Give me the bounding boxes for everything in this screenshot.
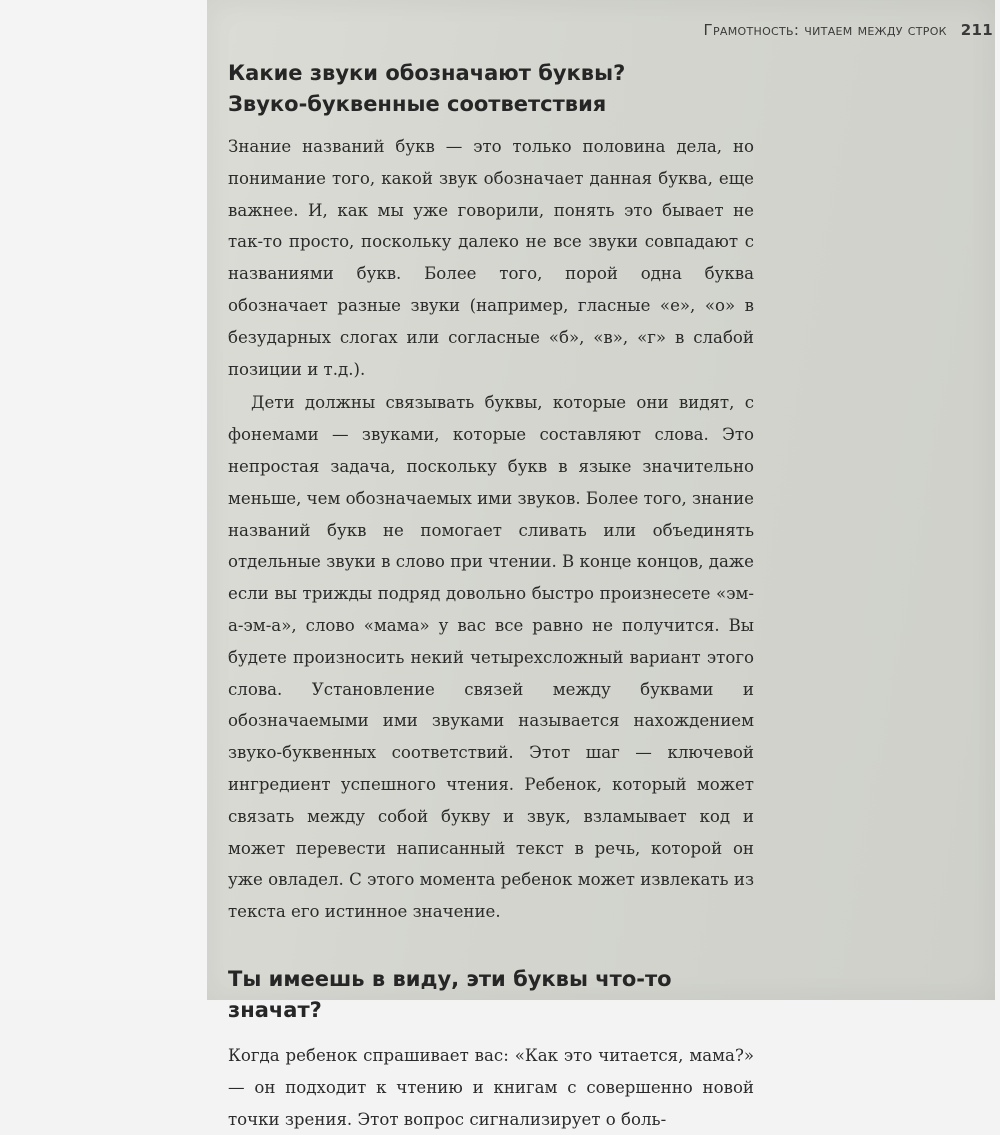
paragraph-letter-names: Знание названий букв — это только половина дела, но понимание того, какой звук обозначает данная буква, еще важнее. И, как мы уже говорили, понять это бывает не так-то просто, поскольку далеко не все звуки совпадают с названиями букв. Более того, порой одна буква обозначает разные звуки (например, гласные «е», «о» в безударных слогах или согласные «б», «в», «г» в слабой позиции и т.д.). <box>228 137 754 379</box>
heading-line-2: Звуко-буквенные соответствия <box>228 92 607 116</box>
book-page <box>207 0 995 1129</box>
paragraph-phonemes: Дети должны связывать буквы, которые они видят, с фонемами — звуками, которые составляют слова. Это непростая задача, поскольку букв в языке значительно меньше, чем обозначаемых ими звуков. Более того, знание названий букв не помогает сливать или объединять отдельные звуки в слово при чтении. В конце концов, даже если вы трижды подряд довольно быстро произнесете «эм-а-эм-а», слово «мама» у вас все равно не получится. Вы будете произносить некий четырехсложный вариант этого слова. Установление связей между буквами и обозначаемыми ими звуками называется нахождением звуко-буквенных соответствий. Этот шаг — ключевой ингредиент успешного чтения. Ребенок, который может связать между собой букву и звук, взламывает код и может перевести написанный текст в речь, которой он уже овладел. С этого момента ребенок может извлекать из текста его истинное значение. <box>228 393 754 922</box>
section-heading-sound-letter <box>228 58 754 120</box>
section-heading-letters-mean: Ты имеешь в виду, эти буквы что-то значат? <box>228 966 672 1022</box>
running-head-title: Грамотность: читаем между строк <box>703 21 947 39</box>
page-number: 211 <box>960 21 993 39</box>
paragraph-child-asks: Когда ребенок спрашивает вас: «Как это читается, мама?» — он подходит к чтению и книгам с совершенно новой точки зрения. Этот вопрос сигнализирует о боль- <box>228 1045 754 1129</box>
running-head <box>704 21 993 39</box>
page-content <box>228 58 754 1135</box>
heading-line-1: Какие звуки обозначают буквы? <box>228 61 626 85</box>
